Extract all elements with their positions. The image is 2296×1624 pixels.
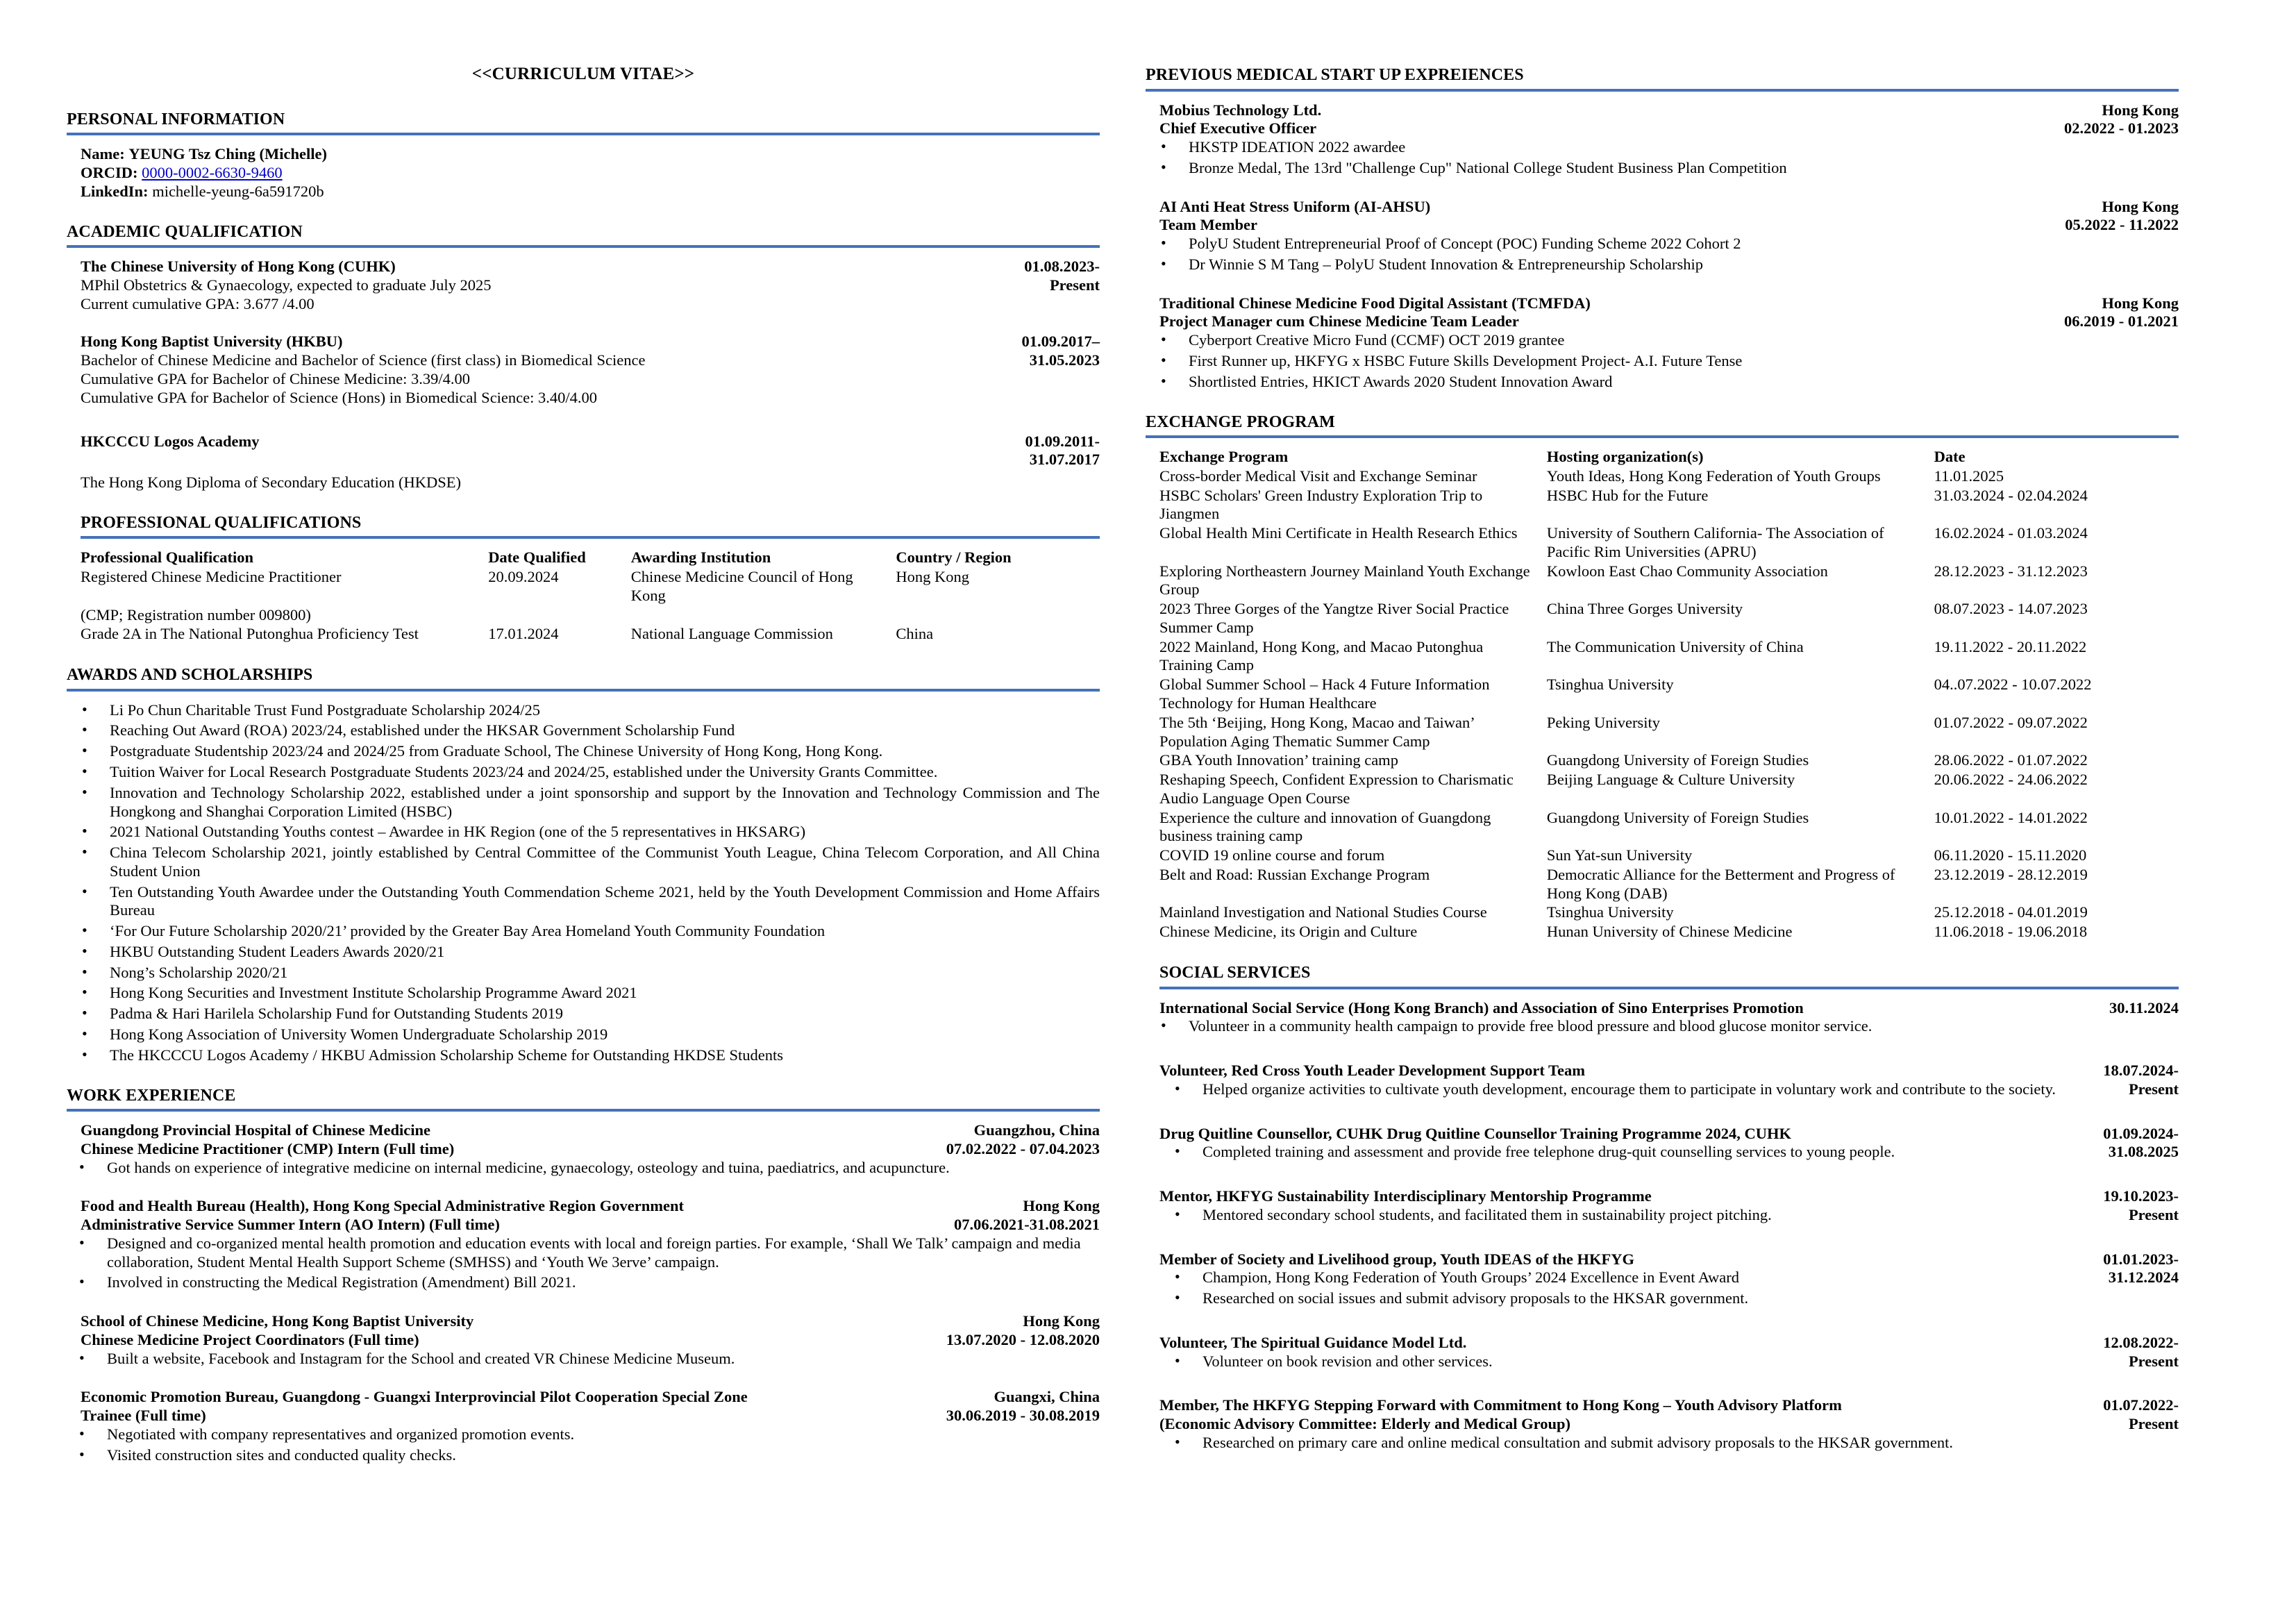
table-row [1159, 751, 2179, 771]
cell-program: HSBC Scholars' Green Industry Exploration Trip to Jiangmen [1159, 486, 1483, 523]
list-item: • Researched on primary care and online medical consultation and submit advisory proposals to the HKSAR government. [1159, 1434, 2179, 1453]
spacer [67, 1294, 1100, 1312]
list-item: • Designed and co-organized mental health promotion and education events with local and foreign parties. For example, ‘Shall We Talk’ campaign and media collaboration, Student Mental Health Support Scheme (SMHSS) and ‘Youth We 3erve’ campaign. [67, 1234, 1100, 1272]
spacer [1146, 1227, 2179, 1250]
cell-qualification-line2: (CMP; Registration number 009800) [81, 605, 311, 623]
table-header-row [81, 549, 1100, 568]
cell-host: Sun Yat-sun University [1546, 846, 1693, 864]
cell-host: Guangdong University of Foreign Studies [1546, 751, 1809, 769]
cell-date: 11.06.2018 - 19.06.2018 [1934, 923, 2088, 941]
orcid-row [81, 164, 1100, 183]
job-location: Hong Kong [1023, 1312, 1100, 1330]
work-bullets [67, 1350, 1100, 1368]
service-title: Member, The HKFYG Stepping Forward with Commitment to Hong Kong – Youth Advisory Platform [1159, 1396, 1842, 1414]
cell-date: 20.09.2024 [488, 568, 559, 586]
service-date-end: Present [2128, 1415, 2179, 1433]
entry-date: 01.09.2017– [1021, 333, 1100, 351]
spacer [67, 1370, 1100, 1388]
academic-entry [81, 258, 1100, 313]
social-service-entry [1159, 1062, 2179, 1101]
social-service-entry [1159, 1396, 2179, 1452]
startup-entry [1159, 101, 2179, 139]
cell-host: The Communication University of China [1546, 637, 1804, 655]
table-row [1159, 600, 2179, 638]
service-bullets [1159, 1353, 2118, 1371]
list-item: • Volunteer on book revision and other services. [1159, 1353, 2118, 1371]
cell-program: Global Summer School – Hack 4 Future Information Technology for Human Healthcare [1159, 676, 1490, 712]
list-item: • Shortlisted Entries, HKICT Awards 2020 Student Innovation Award [1146, 373, 2179, 392]
social-service-entry [1159, 1125, 2179, 1164]
list-item: • Tuition Waiver for Local Research Postgraduate Students 2023/24 and 2024/25, established under the University Grants Committee. [67, 763, 1100, 782]
table-row [1159, 676, 2179, 714]
service-date-end: Present [2128, 1352, 2179, 1370]
employer-name: Food and Health Bureau (Health), Hong Kong Special Administrative Region Government [81, 1197, 684, 1215]
startup-dates: 02.2022 - 01.2023 [2064, 119, 2179, 137]
cell-date: 25.12.2018 - 04.01.2019 [1934, 903, 2088, 921]
list-item: • The HKCCCU Logos Academy / HKBU Admission Scholarship Scheme for Outstanding HKDSE Students [67, 1046, 1100, 1065]
cell-program: GBA Youth Innovation’ training camp [1159, 751, 1398, 769]
list-item: • Mentored secondary school students, and facilitated them in sustainability project pitching. [1159, 1206, 2118, 1225]
spacer [1146, 1038, 2179, 1062]
cell-host: HSBC Hub for the Future [1546, 486, 1709, 504]
institution-name: The Chinese University of Hong Kong (CUHK) [81, 258, 396, 276]
list-item: • Hong Kong Securities and Investment Institute Scholarship Programme Award 2021 [67, 984, 1100, 1003]
table-row [1159, 638, 2179, 676]
exchange-program-table [1159, 448, 2179, 942]
list-item: • Hong Kong Association of University Women Undergraduate Scholarship 2019 [67, 1026, 1100, 1044]
job-dates: 07.02.2022 - 07.04.2023 [946, 1139, 1100, 1157]
institution-name: HKCCCU Logos Academy [81, 432, 260, 450]
section-heading-awards-and-scholarships: AWARDS AND SCHOLARSHIPS [67, 665, 1100, 692]
service-title: Drug Quitline Counsellor, CUHK Drug Quitline Counsellor Training Programme 2024, CUHK [1159, 1124, 1792, 1142]
personal-information-block [81, 145, 1100, 201]
cell-program: Belt and Road: Russian Exchange Program [1159, 865, 1430, 883]
institution-detail: Cumulative GPA for Bachelor of Chinese Medicine: 3.39/4.00 [81, 369, 470, 387]
page-title: <<CURRICULUM VITAE>> [471, 65, 695, 83]
list-item: • China Telecom Scholarship 2021, jointly established by Central Committee of the Communist Youth League, China Telecom Corporation, and All China Student Union [67, 844, 1100, 881]
job-location: Guangzhou, China [973, 1121, 1100, 1139]
startup-location: Hong Kong [2102, 197, 2179, 215]
cell-date: 23.12.2019 - 28.12.2019 [1934, 865, 2088, 883]
entry-date: 01.08.2023- [1024, 258, 1100, 276]
list-item: • Helped organize activities to cultivate youth development, encourage them to participate in voluntary work and contribute to the society. [1159, 1080, 2118, 1099]
job-title: Administrative Service Summer Intern (AO Intern) (Full time) [81, 1216, 500, 1234]
cell-date: 20.06.2022 - 24.06.2022 [1934, 771, 2088, 789]
institution-detail: Bachelor of Chinese Medicine and Bachelor of Science (first class) in Biomedical Science [81, 351, 646, 369]
startup-entry [1159, 294, 2179, 332]
service-title: Mentor, HKFYG Sustainability Interdisciplinary Mentorship Programme [1159, 1187, 1652, 1205]
cell-program: Reshaping Speech, Confident Expression to Charismatic Audio Language Open Course [1159, 771, 1514, 807]
list-item: • First Runner up, HKFYG x HSBC Future Skills Development Project- A.I. Future Tense [1146, 352, 2179, 371]
service-title: International Social Service (Hong Kong Branch) and Association of Sino Enterprises Promotion [1159, 998, 1804, 1016]
work-entry [81, 1121, 1100, 1159]
spacer [1146, 1373, 2179, 1396]
service-bullets [1159, 1269, 2097, 1308]
list-item: • Involved in constructing the Medical Registration (Amendment) Bill 2021. [67, 1273, 1100, 1292]
cell-empty [896, 606, 1100, 626]
service-date-end: Present [2128, 1080, 2179, 1098]
cell-program: COVID 19 online course and forum [1159, 846, 1385, 864]
cell-host: Peking University [1546, 713, 1660, 731]
cell-date: 16.02.2024 - 01.03.2024 [1934, 524, 2088, 542]
service-bullets [1159, 1434, 2179, 1453]
startup-bullets [1146, 331, 2179, 391]
cell-host: Youth Ideas, Hong Kong Federation of Youth Groups [1546, 467, 1881, 485]
startup-name: Mobius Technology Ltd. [1159, 101, 1322, 119]
service-title: Volunteer, The Spiritual Guidance Model Ltd. [1159, 1333, 1467, 1351]
list-item: • Padma & Hari Harilela Scholarship Fund for Outstanding Students 2019 [67, 1005, 1100, 1023]
service-bullets [1146, 1017, 2179, 1036]
job-dates: 07.06.2021-31.08.2021 [954, 1216, 1100, 1234]
service-date-end: Present [2128, 1205, 2179, 1223]
spacer [1146, 276, 2179, 294]
job-location: Guangxi, China [994, 1388, 1100, 1406]
list-item: • Volunteer in a community health campaign to provide free blood pressure and blood glucose monitor service. [1146, 1017, 2179, 1036]
social-service-entry [1159, 1187, 2179, 1227]
service-date: 30.11.2024 [2109, 998, 2179, 1016]
cell-qualification: Grade 2A in The National Putonghua Proficiency Test [81, 625, 419, 643]
employer-name: Economic Promotion Bureau, Guangdong - Guangxi Interprovincial Pilot Cooperation Special Zone [81, 1388, 748, 1406]
cell-host: China Three Gorges University [1546, 600, 1743, 618]
entry-date: Present [1049, 276, 1100, 294]
work-bullets [67, 1425, 1100, 1465]
startup-entry [1159, 198, 2179, 235]
table-row [1159, 809, 2179, 847]
cell-date: 31.03.2024 - 02.04.2024 [1934, 486, 2088, 504]
right-column [1146, 36, 2179, 1624]
column-header: Awarding Institution [630, 549, 771, 567]
spacer [1146, 1164, 2179, 1187]
section-heading-social-services: SOCIAL SERVICES [1159, 963, 2179, 989]
column-header: Professional Qualification [81, 549, 253, 567]
cell-program: Global Health Mini Certificate in Health Research Ethics [1159, 524, 1518, 542]
startup-bullets [1146, 138, 2179, 178]
service-bullets [1159, 1143, 2097, 1162]
list-item: • HKSTP IDEATION 2022 awardee [1146, 138, 2179, 157]
table-row [81, 625, 1100, 644]
list-item: • 2021 National Outstanding Youths contest – Awardee in HK Region (one of the 5 representatives in HKSARG) [67, 823, 1100, 842]
spacer [81, 409, 1100, 433]
section-heading-personal-information: PERSONAL INFORMATION [67, 110, 1100, 136]
list-item: • PolyU Student Entrepreneurial Proof of Concept (POC) Funding Scheme 2022 Cohort 2 [1146, 235, 2179, 253]
academic-entry [81, 333, 1100, 407]
spacer [1146, 1310, 2179, 1334]
table-row [1159, 923, 2179, 942]
cell-program: Chinese Medicine, its Origin and Culture [1159, 923, 1418, 941]
cell-date: 17.01.2024 [488, 625, 559, 643]
list-item: • Ten Outstanding Youth Awardee under the Outstanding Youth Commendation Scheme 2021, held by the Youth Development Commission and Home Affairs Bureau [67, 883, 1100, 921]
social-service-entry [1159, 1250, 2179, 1310]
cell-institution: Chinese Medicine Council of Hong Kong [630, 568, 853, 604]
service-date: 18.07.2024- [2103, 1062, 2179, 1080]
list-item: • Completed training and assessment and provide free telephone drug-quit counselling services to young people. [1159, 1143, 2097, 1162]
startup-dates: 06.2019 - 01.2021 [2064, 312, 2179, 330]
service-date-end: 31.08.2025 [2108, 1143, 2179, 1161]
list-item: • Champion, Hong Kong Federation of Youth Groups’ 2024 Excellence in Event Award [1159, 1269, 2097, 1287]
section-heading-exchange-program: EXCHANGE PROGRAM [1146, 412, 2179, 439]
service-bullets [1159, 1080, 2118, 1099]
cell-country: China [896, 625, 934, 643]
cell-host: Guangdong University of Foreign Studies [1546, 808, 1809, 826]
institution-detail: Current cumulative GPA: 3.677 /4.00 [81, 294, 315, 312]
work-entry [81, 1197, 1100, 1234]
cell-date: 28.06.2022 - 01.07.2022 [1934, 751, 2088, 769]
list-item: • Bronze Medal, The 13rd "Challenge Cup" National College Student Business Plan Competition [1146, 159, 2179, 178]
cell-host: Democratic Alliance for the Betterment and Progress of Hong Kong (DAB) [1546, 865, 1895, 902]
linkedin-label: LinkedIn: [81, 182, 149, 200]
cell-host: Hunan University of Chinese Medicine [1546, 923, 1793, 941]
cell-program: Experience the culture and innovation of Guangdong business training camp [1159, 808, 1491, 845]
list-item: • Innovation and Technology Scholarship 2022, established under a joint sponsorship and support by the Innovation and Technology Commission and The Hongkong and Shanghai Corporation Limited (HSBC) [67, 784, 1100, 821]
cell-host: University of Southern California- The Association of Pacific Rim Universities (APRU) [1546, 524, 1884, 560]
startup-location: Hong Kong [2102, 101, 2179, 119]
service-date: 01.01.2023- [2103, 1250, 2179, 1268]
service-title: Member of Society and Livelihood group, Youth IDEAS of the HKFYG [1159, 1250, 1634, 1268]
cell-empty [488, 606, 631, 626]
list-item: • Cyberport Creative Micro Fund (CCMF) OCT 2019 grantee [1146, 331, 2179, 350]
column-header: Hosting organization(s) [1546, 448, 1704, 466]
employer-name: Guangdong Provincial Hospital of Chinese Medicine [81, 1121, 430, 1139]
work-entry [81, 1312, 1100, 1350]
job-dates: 13.07.2020 - 12.08.2020 [946, 1330, 1100, 1348]
name-row [81, 145, 1100, 164]
cell-institution: National Language Commission [630, 625, 833, 643]
service-title: Volunteer, Red Cross Youth Leader Development Support Team [1159, 1062, 1585, 1080]
list-item: • Li Po Chun Charitable Trust Fund Postgraduate Scholarship 2024/25 [67, 701, 1100, 720]
table-header-row [1159, 448, 2179, 467]
column-header: Date Qualified [488, 549, 586, 567]
work-bullets [67, 1234, 1100, 1292]
cell-country: Hong Kong [896, 568, 969, 586]
startup-name: Traditional Chinese Medicine Food Digital Assistant (TCMFDA) [1159, 294, 1591, 312]
service-date: 01.09.2024- [2103, 1124, 2179, 1142]
column-header: Exchange Program [1159, 448, 1289, 466]
list-item: • Postgraduate Studentship 2023/24 and 2024/25 from Graduate School, The Chinese University of Hong Kong, Hong Kong. [67, 742, 1100, 761]
list-item: • Reaching Out Award (ROA) 2023/24, established under the HKSAR Government Scholarship Fund [67, 721, 1100, 740]
startup-role: Chief Executive Officer [1159, 119, 1317, 137]
social-service-entry [1159, 1334, 2179, 1373]
table-row [1159, 866, 2179, 904]
institution-detail: Cumulative GPA for Bachelor of Science (Hons) in Biomedical Science: 3.40/4.00 [81, 388, 598, 406]
service-date-end: 31.12.2024 [2108, 1269, 2179, 1287]
work-entry [81, 1388, 1100, 1425]
startup-location: Hong Kong [2102, 294, 2179, 312]
column-header: Country / Region [896, 549, 1012, 567]
table-row [81, 568, 1100, 606]
cell-host: Kowloon East Chao Community Association [1546, 562, 1828, 580]
job-title: Chinese Medicine Project Coordinators (Full time) [81, 1330, 419, 1348]
work-bullets [67, 1159, 1100, 1178]
academic-qualification-block [81, 258, 1100, 492]
spacer [67, 1179, 1100, 1197]
cell-date: 28.12.2023 - 31.12.2023 [1934, 562, 2088, 580]
section-heading-previous-medical-start-up-expreiences: PREVIOUS MEDICAL START UP EXPREIENCES [1146, 65, 2179, 92]
table-row [1159, 487, 2179, 525]
table-row [1159, 846, 2179, 866]
list-item: • Negotiated with company representatives and organized promotion events. [67, 1425, 1100, 1444]
section-heading-professional-qualifications: PROFESSIONAL QUALIFICATIONS [81, 513, 1100, 539]
awards-list [67, 701, 1100, 1065]
cell-host: Tsinghua University [1546, 903, 1674, 921]
academic-entry [81, 433, 1100, 492]
left-column [67, 36, 1100, 1624]
list-item: • HKBU Outstanding Student Leaders Awards 2020/21 [67, 943, 1100, 962]
column-header: Date [1934, 448, 1966, 466]
startup-role: Team Member [1159, 216, 1257, 234]
cell-date: 08.07.2023 - 14.07.2023 [1934, 600, 2088, 618]
table-row [1159, 562, 2179, 601]
entry-date: 01.09.2011- [1025, 432, 1100, 450]
cell-date: 19.11.2022 - 20.11.2022 [1934, 637, 2087, 655]
name-value: YEUNG Tsz Ching (Michelle) [128, 145, 327, 163]
cell-host: Tsinghua University [1546, 676, 1674, 694]
spacer [1146, 180, 2179, 198]
cell-program: 2023 Three Gorges of the Yangtze River Social Practice Summer Camp [1159, 600, 1509, 636]
entry-date: 31.05.2023 [1029, 351, 1100, 369]
cell-program: Exploring Northeastern Journey Mainland Youth Exchange Group [1159, 562, 1530, 598]
name-label: Name: [81, 145, 125, 163]
cell-qualification: Registered Chinese Medicine Practitioner [81, 568, 342, 586]
startup-bullets [1146, 235, 2179, 274]
list-item: • ‘For Our Future Scholarship 2020/21’ provided by the Greater Bay Area Homeland Youth Community Foundation [67, 922, 1100, 941]
startup-role: Project Manager cum Chinese Medicine Team Leader [1159, 312, 1519, 330]
service-date: 01.07.2022- [2103, 1396, 2179, 1414]
cell-date: 10.01.2022 - 14.01.2022 [1934, 808, 2088, 826]
job-title: Trainee (Full time) [81, 1407, 206, 1425]
table-row [1159, 714, 2179, 752]
list-item: • Researched on social issues and submit advisory proposals to the HKSAR government. [1159, 1289, 2097, 1308]
job-title: Chinese Medicine Practitioner (CMP) Intern (Full time) [81, 1139, 455, 1157]
list-item: • Built a website, Facebook and Instagram for the School and created VR Chinese Medicine Museum. [67, 1350, 1100, 1368]
table-row [1159, 903, 2179, 923]
job-location: Hong Kong [1023, 1197, 1100, 1215]
list-item: • Visited construction sites and conducted quality checks. [67, 1446, 1100, 1465]
institution-detail: The Hong Kong Diploma of Secondary Education (HKDSE) [81, 474, 462, 492]
cell-empty [631, 606, 896, 626]
linkedin-row [81, 183, 1100, 201]
cell-program: Cross-border Medical Visit and Exchange Seminar [1159, 467, 1477, 485]
service-subtitle: (Economic Advisory Committee: Elderly and Medical Group) [1159, 1415, 1571, 1433]
entry-date: 31.07.2017 [1029, 451, 1100, 469]
institution-detail: MPhil Obstetrics & Gynaecology, expected to graduate July 2025 [81, 276, 492, 294]
spacer [1146, 1101, 2179, 1125]
startup-dates: 05.2022 - 11.2022 [2065, 216, 2179, 234]
cell-date: 01.07.2022 - 09.07.2022 [1934, 713, 2088, 731]
cell-date: 04..07.2022 - 10.07.2022 [1934, 676, 2092, 694]
employer-name: School of Chinese Medicine, Hong Kong Baptist University [81, 1312, 474, 1330]
table-row [1159, 524, 2179, 562]
orcid-label: ORCID: [81, 164, 138, 182]
cell-host: Beijing Language & Culture University [1546, 771, 1795, 789]
service-date: 19.10.2023- [2103, 1187, 2179, 1205]
service-date: 12.08.2022- [2103, 1333, 2179, 1351]
cell-program: The 5th ‘Beijing, Hong Kong, Macao and Taiwan’ Population Aging Thematic Summer Camp [1159, 713, 1475, 750]
cell-date: 11.01.2025 [1934, 467, 2004, 485]
cell-program: Mainland Investigation and National Studies Course [1159, 903, 1487, 921]
linkedin-value: michelle-yeung-6a591720b [152, 182, 324, 200]
list-item: • Nong’s Scholarship 2020/21 [67, 964, 1100, 982]
list-item: • Got hands on experience of integrative medicine on internal medicine, gynaecology, osteology and tuina, paediatrics, and acupuncture. [67, 1159, 1100, 1178]
cell-program: 2022 Mainland, Hong Kong, and Macao Putonghua Training Camp [1159, 637, 1484, 674]
section-heading-work-experience: WORK EXPERIENCE [67, 1086, 1100, 1112]
table-row-continuation [81, 606, 1100, 626]
table-row [1159, 771, 2179, 809]
job-dates: 30.06.2019 - 30.08.2019 [946, 1407, 1100, 1425]
professional-qualifications-table [81, 549, 1100, 644]
spacer [81, 315, 1100, 333]
institution-name: Hong Kong Baptist University (HKBU) [81, 333, 343, 351]
service-bullets [1159, 1206, 2118, 1225]
cell-date: 06.11.2020 - 15.11.2020 [1934, 846, 2087, 864]
orcid-link[interactable]: 0000-0002-6630-9460 [142, 164, 283, 182]
social-service-entry [1159, 999, 2179, 1018]
table-row [1159, 467, 2179, 487]
list-item: • Dr Winnie S M Tang – PolyU Student Innovation & Entrepreneurship Scholarship [1146, 256, 2179, 274]
startup-name: AI Anti Heat Stress Uniform (AI-AHSU) [1159, 197, 1431, 215]
section-heading-academic-qualification: ACADEMIC QUALIFICATION [67, 222, 1100, 249]
